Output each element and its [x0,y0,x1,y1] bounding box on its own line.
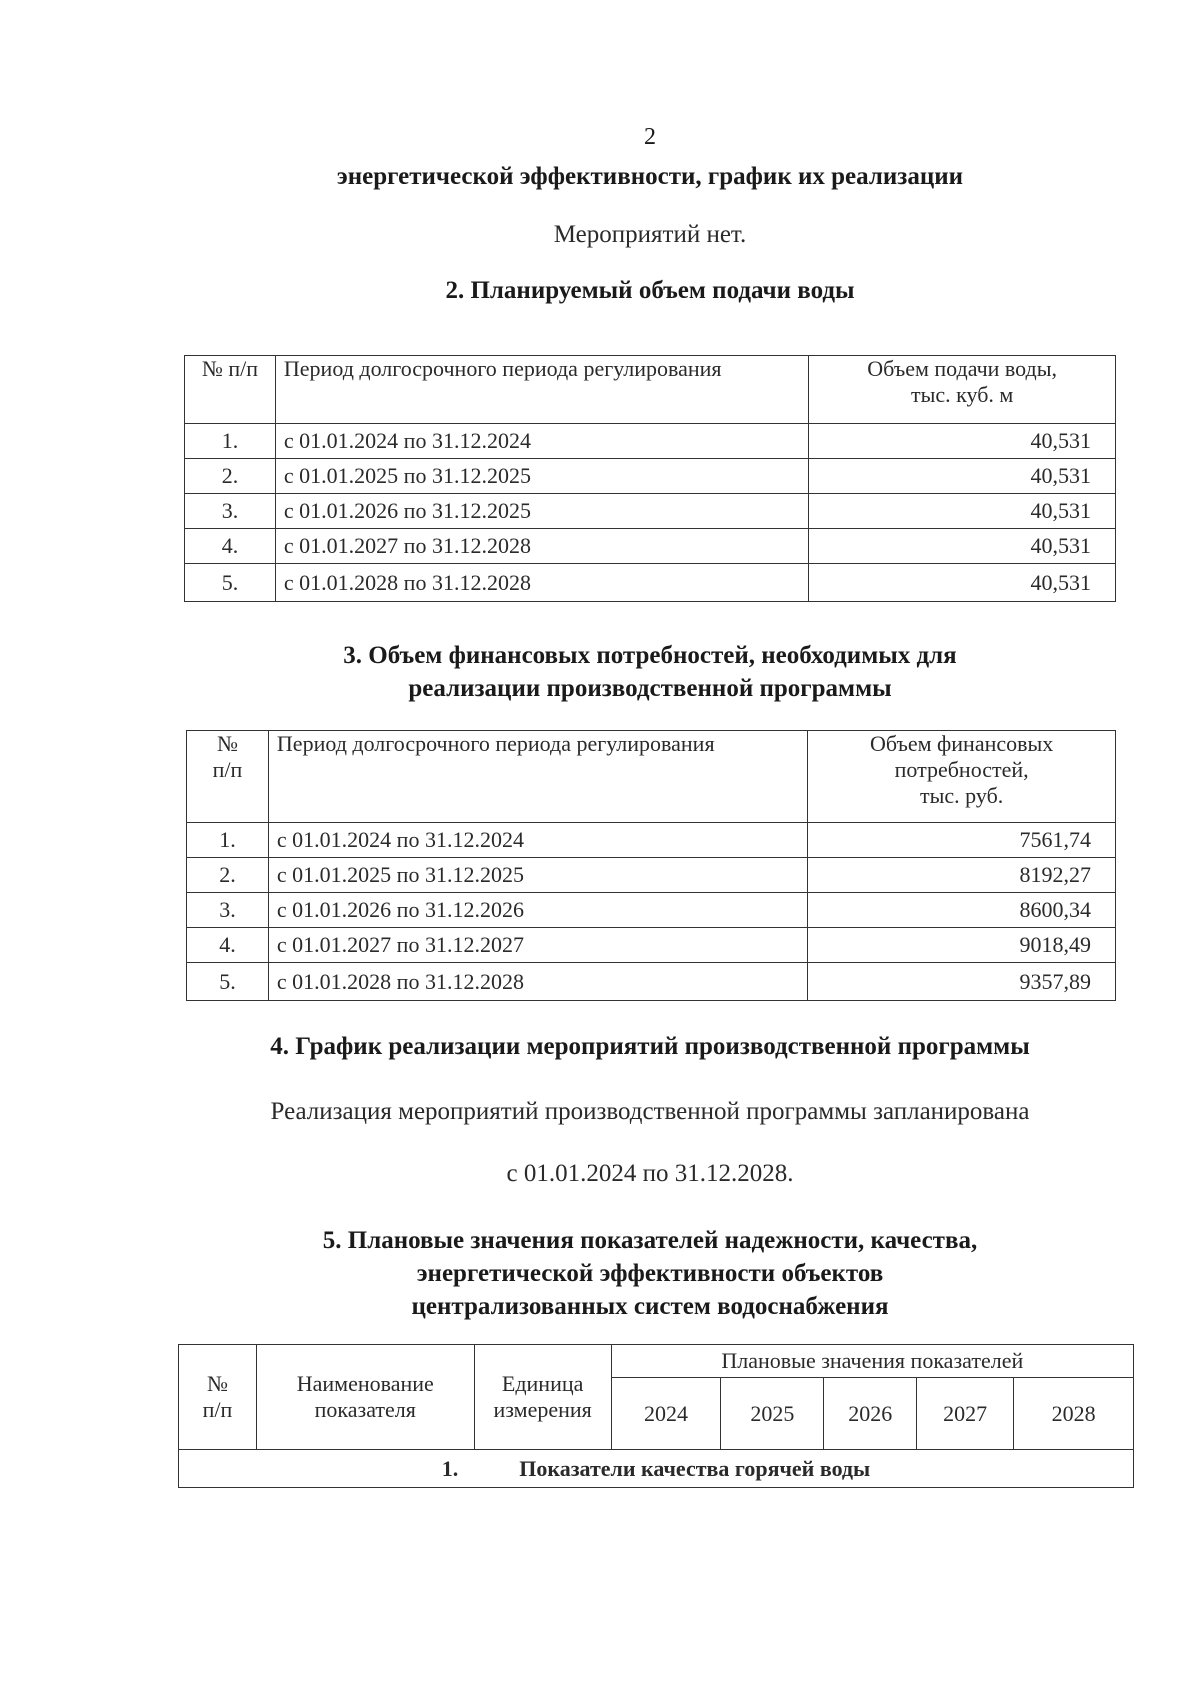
header-year: 2026 [824,1378,917,1450]
section-1-title-tail: энергетической эффективности, график их реализации [336,163,964,190]
table-row [187,963,1116,1001]
row-value: 40,531 [809,494,1116,529]
section-4-text-line1: Реализация мероприятий производственной программы запланирована [270,1098,1030,1125]
row-value: 9018,49 [808,928,1116,963]
header-num-line1: № [216,731,238,756]
row-num: 2. [187,858,269,893]
table-row [185,564,1116,602]
indicators-table [178,1344,1134,1488]
header-num [187,731,269,823]
header-year: 2025 [721,1378,824,1450]
row-value: 40,531 [809,564,1116,602]
row-period: с 01.01.2028 по 31.12.2028 [268,963,807,1001]
header-num [179,1345,257,1450]
section-3-title-line2: реализации производственной программы [408,675,892,702]
header-finance-line3: тыс. руб. [919,783,1004,808]
page-number: 2 [644,124,656,150]
row-num: 5. [187,963,269,1001]
row-value: 9357,89 [808,963,1116,1001]
header-volume-line2: тыс. куб. м [910,382,1014,407]
table-row [185,494,1116,529]
row-period: с 01.01.2026 по 31.12.2026 [268,893,807,928]
row-period: с 01.01.2024 по 31.12.2024 [268,823,807,858]
row-value: 40,531 [809,424,1116,459]
row-value: 40,531 [809,529,1116,564]
row-num: 3. [187,893,269,928]
water-supply-table [184,355,1116,602]
table-row [187,858,1116,893]
header-volume-line1: Объем подачи воды, [867,356,1058,381]
row-num: 1. [185,424,276,459]
group-row-num: 1. [441,1455,459,1481]
section-3-title-line1: 3. Объем финансовых потребностей, необходимых для [343,642,957,669]
row-num: 4. [187,928,269,963]
group-row-cell [179,1450,1134,1488]
row-period: с 01.01.2028 по 31.12.2028 [275,564,808,602]
row-num: 4. [185,529,276,564]
header-period: Период долгосрочного периода регулирования [268,731,807,823]
row-value: 7561,74 [808,823,1116,858]
row-period: с 01.01.2027 по 31.12.2027 [268,928,807,963]
section-2-title: 2. Планируемый объем подачи воды [445,277,855,304]
section-5-title-line1: 5. Плановые значения показателей надежности, качества, [322,1227,978,1254]
header-indicator-name [256,1345,474,1450]
header-year: 2024 [611,1378,721,1450]
table-header-row [187,731,1116,823]
row-num: 5. [185,564,276,602]
section-4-title: 4. График реализации мероприятий производственной программы [270,1033,1030,1060]
table-row [185,529,1116,564]
header-finance-line1: Объем финансовых [869,731,1054,756]
row-num: 3. [185,494,276,529]
row-period: с 01.01.2027 по 31.12.2028 [275,529,808,564]
row-period: с 01.01.2025 по 31.12.2025 [275,459,808,494]
row-num: 2. [185,459,276,494]
header-num-line2: п/п [202,1397,233,1422]
header-planned-values: Плановые значения показателей [611,1345,1133,1378]
table-header-row [179,1345,1134,1378]
section-1-text: Мероприятий нет. [553,221,747,248]
header-num-line2: п/п [212,757,243,782]
table-row [185,424,1116,459]
section-5-title-line3: централизованных систем водоснабжения [411,1293,889,1320]
row-num: 1. [187,823,269,858]
row-period: с 01.01.2024 по 31.12.2024 [275,424,808,459]
row-value: 8600,34 [808,893,1116,928]
row-value: 40,531 [809,459,1116,494]
header-num-line1: № [206,1371,228,1396]
group-row-label: Показатели качества горячей воды [519,1455,871,1481]
table-row [185,459,1116,494]
header-num: № п/п [185,356,276,424]
section-5-title-line2: энергетической эффективности объектов [416,1260,884,1287]
header-name-line1: Наименование [296,1371,434,1396]
header-volume [809,356,1116,424]
row-value: 8192,27 [808,858,1116,893]
header-year: 2027 [917,1378,1014,1450]
header-year: 2028 [1014,1378,1134,1450]
financial-needs-table [186,730,1116,1001]
table-row [187,893,1116,928]
header-period: Период долгосрочного периода регулирования [275,356,808,424]
header-finance [808,731,1116,823]
header-name-line2: показателя [314,1397,416,1422]
section-4-text-line2: с 01.01.2024 по 31.12.2028. [506,1160,794,1187]
row-period: с 01.01.2026 по 31.12.2025 [275,494,808,529]
header-unit-line2: измерения [493,1397,592,1422]
table-row [187,928,1116,963]
table-group-row [179,1450,1134,1488]
header-unit [474,1345,611,1450]
header-unit-line1: Единица [501,1371,584,1396]
header-finance-line2: потребностей, [894,757,1029,782]
table-header-row [185,356,1116,424]
table-row [187,823,1116,858]
row-period: с 01.01.2025 по 31.12.2025 [268,858,807,893]
